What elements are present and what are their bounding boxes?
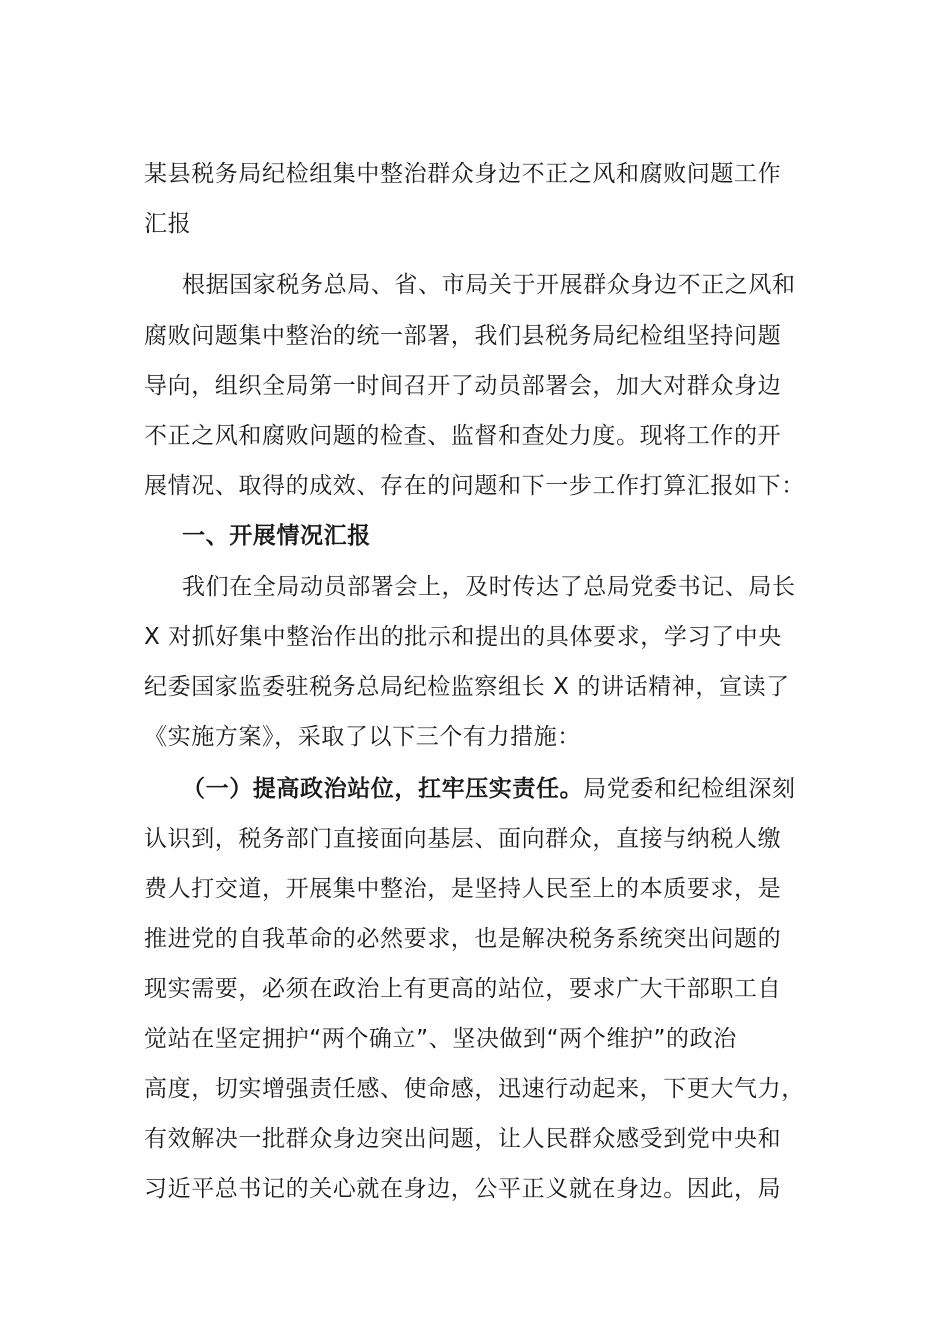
section1-line-3: 纪委国家监委驻税务总局纪检监察组长 X 的讲话精神，宣读了 (144, 674, 790, 700)
intro-line-4: 不正之风和腐败问题的检查、监督和查处力度。现将工作的开 (144, 423, 782, 449)
item1-line-6: 觉站在坚定拥护“两个确立”、坚决做到“两个维护”的政治 (144, 1026, 737, 1052)
item1-line-3: 费人打交道，开展集中整治，是坚持人民至上的本质要求，是 (144, 876, 782, 902)
item1-line-5: 现实需要，必须在政治上有更高的站位，要求广大干部职工自 (144, 976, 782, 1002)
item1-line-9: 习近平总书记的关心就在身边，公平正义就在身边。因此，局 (144, 1176, 782, 1202)
doc-title-line-2: 汇报 (144, 211, 192, 237)
item1-line-8: 有效解决一批群众身边突出问题，让人民群众感受到党中央和 (144, 1126, 782, 1152)
intro-line-3: 导向，组织全局第一时间召开了动员部署会，加大对群众身边 (144, 373, 782, 399)
item1-first-line (182, 774, 796, 804)
item1-line-7: 高度，切实增强责任感、使命感，迅速行动起来，下更大气力， (144, 1076, 805, 1102)
section1-line-1: 我们在全局动员部署会上，及时传达了总局党委书记、局长 (182, 574, 796, 600)
section-heading-1: 一、开展情况汇报 (182, 523, 371, 549)
item1-line-2: 认识到，税务部门直接面向基层、面向群众，直接与纳税人缴 (144, 826, 782, 852)
intro-line-1: 根据国家税务总局、省、市局关于开展群众身边不正之风和 (182, 272, 796, 298)
item1-first-line-rest: 局党委和纪检组深刻 (583, 776, 796, 802)
doc-title-line-1: 某县税务局纪检组集中整治群众身边不正之风和腐败问题工作 (144, 161, 782, 187)
item1-line-4: 推进党的自我革命的必然要求，也是解决税务系统突出问题的 (144, 926, 782, 952)
section1-line-2: X 对抓好集中整治作出的批示和提出的具体要求，学习了中央 (144, 624, 782, 650)
intro-line-2: 腐败问题集中整治的统一部署，我们县税务局纪检组坚持问题 (144, 323, 782, 349)
item1-bold-heading: （一）提高政治站位，扛牢压实责任。 (182, 776, 584, 802)
section1-line-4: 《实施方案》，采取了以下三个有力措施： (144, 724, 581, 750)
intro-line-5: 展情况、取得的成效、存在的问题和下一步工作打算汇报如下： (144, 473, 805, 499)
